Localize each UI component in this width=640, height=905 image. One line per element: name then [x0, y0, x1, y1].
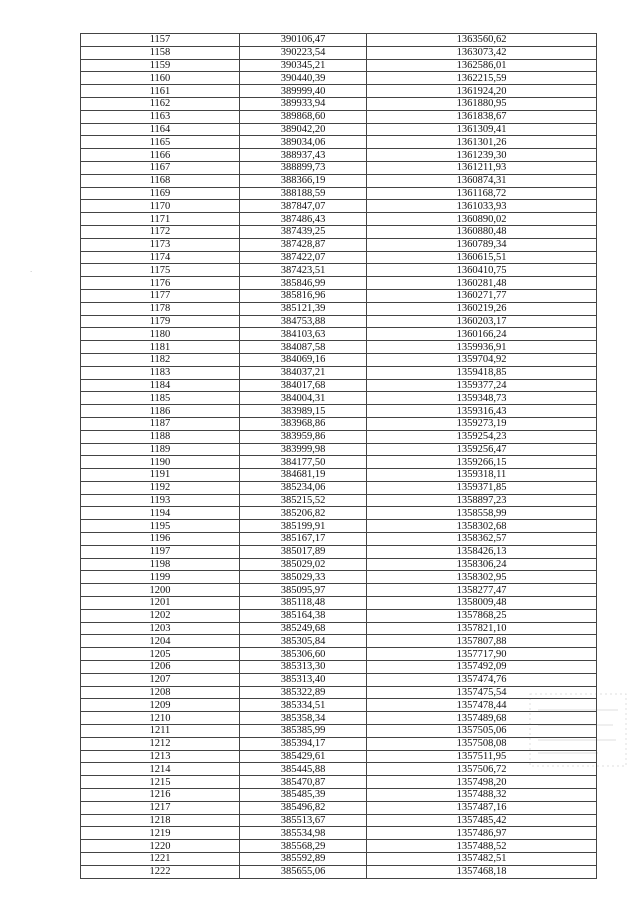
y-coordinate-cell: 1361838,67 [367, 110, 597, 123]
y-coordinate-cell: 1360271,77 [367, 289, 597, 302]
table-row [81, 97, 597, 110]
y-coordinate-cell: 1362586,01 [367, 59, 597, 72]
x-coordinate-cell: 387423,51 [240, 264, 367, 277]
point-number-cell: 1170 [81, 200, 240, 213]
y-coordinate-cell: 1357474,76 [367, 673, 597, 686]
x-coordinate-cell: 385568,29 [240, 840, 367, 853]
point-number-cell: 1190 [81, 456, 240, 469]
x-coordinate-cell: 383999,98 [240, 443, 367, 456]
point-number-cell: 1168 [81, 174, 240, 187]
x-coordinate-cell: 385358,34 [240, 712, 367, 725]
table-row [81, 456, 597, 469]
point-number-cell: 1184 [81, 379, 240, 392]
y-coordinate-cell: 1357492,09 [367, 661, 597, 674]
y-coordinate-cell: 1357485,42 [367, 814, 597, 827]
x-coordinate-cell: 384037,21 [240, 366, 367, 379]
y-coordinate-cell: 1359266,15 [367, 456, 597, 469]
table-row [81, 737, 597, 750]
x-coordinate-cell: 389999,40 [240, 85, 367, 98]
table-row [81, 405, 597, 418]
y-coordinate-cell: 1359318,11 [367, 469, 597, 482]
y-coordinate-cell: 1362215,59 [367, 72, 597, 85]
table-row [81, 853, 597, 866]
table-row [81, 725, 597, 738]
table-row [81, 469, 597, 482]
y-coordinate-cell: 1357506,72 [367, 763, 597, 776]
table-row [81, 149, 597, 162]
y-coordinate-cell: 1358558,99 [367, 507, 597, 520]
y-coordinate-cell: 1357482,51 [367, 853, 597, 866]
table-row [81, 750, 597, 763]
point-number-cell: 1216 [81, 789, 240, 802]
point-number-cell: 1215 [81, 776, 240, 789]
point-number-cell: 1163 [81, 110, 240, 123]
point-number-cell: 1185 [81, 392, 240, 405]
y-coordinate-cell: 1357717,90 [367, 648, 597, 661]
x-coordinate-cell: 385215,52 [240, 494, 367, 507]
point-number-cell: 1177 [81, 289, 240, 302]
x-coordinate-cell: 390223,54 [240, 46, 367, 59]
table-row [81, 686, 597, 699]
table-row [81, 520, 597, 533]
point-number-cell: 1210 [81, 712, 240, 725]
x-coordinate-cell: 383968,86 [240, 417, 367, 430]
y-coordinate-cell: 1361168,72 [367, 187, 597, 200]
x-coordinate-cell: 385206,82 [240, 507, 367, 520]
point-number-cell: 1187 [81, 417, 240, 430]
point-number-cell: 1186 [81, 405, 240, 418]
y-coordinate-cell: 1357489,68 [367, 712, 597, 725]
x-coordinate-cell: 384681,19 [240, 469, 367, 482]
table-row [81, 648, 597, 661]
x-coordinate-cell: 387486,43 [240, 213, 367, 226]
y-coordinate-cell: 1357511,95 [367, 750, 597, 763]
x-coordinate-cell: 388899,73 [240, 161, 367, 174]
coordinates-table [80, 33, 597, 879]
x-coordinate-cell: 385306,60 [240, 648, 367, 661]
y-coordinate-cell: 1360874,31 [367, 174, 597, 187]
point-number-cell: 1207 [81, 673, 240, 686]
x-coordinate-cell: 385095,97 [240, 584, 367, 597]
y-coordinate-cell: 1361309,41 [367, 123, 597, 136]
faint-stamp-mark [528, 690, 628, 770]
x-coordinate-cell: 385322,89 [240, 686, 367, 699]
point-number-cell: 1181 [81, 341, 240, 354]
table-row [81, 59, 597, 72]
x-coordinate-cell: 390106,47 [240, 34, 367, 47]
x-coordinate-cell: 385816,96 [240, 289, 367, 302]
x-coordinate-cell: 385029,02 [240, 558, 367, 571]
x-coordinate-cell: 390440,39 [240, 72, 367, 85]
table-row [81, 661, 597, 674]
point-number-cell: 1157 [81, 34, 240, 47]
x-coordinate-cell: 385121,39 [240, 302, 367, 315]
x-coordinate-cell: 385234,06 [240, 481, 367, 494]
coordinates-table-body [81, 34, 597, 879]
point-number-cell: 1214 [81, 763, 240, 776]
point-number-cell: 1220 [81, 840, 240, 853]
table-row [81, 789, 597, 802]
point-number-cell: 1162 [81, 97, 240, 110]
x-coordinate-cell: 387422,07 [240, 251, 367, 264]
table-row [81, 277, 597, 290]
point-number-cell: 1195 [81, 520, 240, 533]
y-coordinate-cell: 1360166,24 [367, 328, 597, 341]
y-coordinate-cell: 1357468,18 [367, 865, 597, 878]
point-number-cell: 1209 [81, 699, 240, 712]
y-coordinate-cell: 1358302,68 [367, 520, 597, 533]
table-row [81, 302, 597, 315]
table-row [81, 238, 597, 251]
table-row [81, 635, 597, 648]
x-coordinate-cell: 384087,58 [240, 341, 367, 354]
y-coordinate-cell: 1360410,75 [367, 264, 597, 277]
table-row [81, 72, 597, 85]
table-row [81, 443, 597, 456]
table-row [81, 597, 597, 610]
point-number-cell: 1197 [81, 545, 240, 558]
table-row [81, 801, 597, 814]
point-number-cell: 1160 [81, 72, 240, 85]
y-coordinate-cell: 1359348,73 [367, 392, 597, 405]
y-coordinate-cell: 1361301,26 [367, 136, 597, 149]
point-number-cell: 1174 [81, 251, 240, 264]
x-coordinate-cell: 385305,84 [240, 635, 367, 648]
table-row [81, 712, 597, 725]
y-coordinate-cell: 1359936,91 [367, 341, 597, 354]
x-coordinate-cell: 385029,33 [240, 571, 367, 584]
table-row [81, 161, 597, 174]
x-coordinate-cell: 385199,91 [240, 520, 367, 533]
point-number-cell: 1164 [81, 123, 240, 136]
table-row [81, 200, 597, 213]
x-coordinate-cell: 385313,30 [240, 661, 367, 674]
point-number-cell: 1206 [81, 661, 240, 674]
x-coordinate-cell: 385385,99 [240, 725, 367, 738]
x-coordinate-cell: 385017,89 [240, 545, 367, 558]
x-coordinate-cell: 385534,98 [240, 827, 367, 840]
x-coordinate-cell: 388366,19 [240, 174, 367, 187]
table-row [81, 865, 597, 878]
table-row [81, 187, 597, 200]
y-coordinate-cell: 1361211,93 [367, 161, 597, 174]
y-coordinate-cell: 1358306,24 [367, 558, 597, 571]
table-row [81, 533, 597, 546]
point-number-cell: 1205 [81, 648, 240, 661]
point-number-cell: 1173 [81, 238, 240, 251]
y-coordinate-cell: 1357488,52 [367, 840, 597, 853]
point-number-cell: 1166 [81, 149, 240, 162]
y-coordinate-cell: 1357505,06 [367, 725, 597, 738]
point-number-cell: 1165 [81, 136, 240, 149]
table-row [81, 558, 597, 571]
table-row [81, 379, 597, 392]
x-coordinate-cell: 388937,43 [240, 149, 367, 162]
x-coordinate-cell: 385655,06 [240, 865, 367, 878]
y-coordinate-cell: 1360789,34 [367, 238, 597, 251]
y-coordinate-cell: 1357498,20 [367, 776, 597, 789]
point-number-cell: 1203 [81, 622, 240, 635]
y-coordinate-cell: 1360890,02 [367, 213, 597, 226]
point-number-cell: 1200 [81, 584, 240, 597]
x-coordinate-cell: 390345,21 [240, 59, 367, 72]
table-row [81, 840, 597, 853]
x-coordinate-cell: 387428,87 [240, 238, 367, 251]
point-number-cell: 1189 [81, 443, 240, 456]
table-row [81, 609, 597, 622]
point-number-cell: 1159 [81, 59, 240, 72]
y-coordinate-cell: 1359418,85 [367, 366, 597, 379]
x-coordinate-cell: 385167,17 [240, 533, 367, 546]
x-coordinate-cell: 389868,60 [240, 110, 367, 123]
x-coordinate-cell: 388188,59 [240, 187, 367, 200]
y-coordinate-cell: 1359273,19 [367, 417, 597, 430]
table-row [81, 264, 597, 277]
x-coordinate-cell: 384753,88 [240, 315, 367, 328]
y-coordinate-cell: 1358302,95 [367, 571, 597, 584]
y-coordinate-cell: 1361239,30 [367, 149, 597, 162]
x-coordinate-cell: 383959,86 [240, 430, 367, 443]
y-coordinate-cell: 1357821,10 [367, 622, 597, 635]
point-number-cell: 1208 [81, 686, 240, 699]
table-row [81, 699, 597, 712]
point-number-cell: 1178 [81, 302, 240, 315]
y-coordinate-cell: 1359316,43 [367, 405, 597, 418]
point-number-cell: 1180 [81, 328, 240, 341]
x-coordinate-cell: 384177,50 [240, 456, 367, 469]
table-row [81, 481, 597, 494]
x-coordinate-cell: 385846,99 [240, 277, 367, 290]
y-coordinate-cell: 1360219,26 [367, 302, 597, 315]
point-number-cell: 1183 [81, 366, 240, 379]
x-coordinate-cell: 385485,39 [240, 789, 367, 802]
table-row [81, 545, 597, 558]
table-row [81, 213, 597, 226]
point-number-cell: 1194 [81, 507, 240, 520]
point-number-cell: 1221 [81, 853, 240, 866]
point-number-cell: 1222 [81, 865, 240, 878]
point-number-cell: 1211 [81, 725, 240, 738]
point-number-cell: 1172 [81, 225, 240, 238]
y-coordinate-cell: 1358009,48 [367, 597, 597, 610]
point-number-cell: 1158 [81, 46, 240, 59]
y-coordinate-cell: 1359704,92 [367, 353, 597, 366]
x-coordinate-cell: 387847,07 [240, 200, 367, 213]
x-coordinate-cell: 385470,87 [240, 776, 367, 789]
table-row [81, 571, 597, 584]
table-row [81, 289, 597, 302]
point-number-cell: 1192 [81, 481, 240, 494]
y-coordinate-cell: 1359254,23 [367, 430, 597, 443]
table-row [81, 315, 597, 328]
table-row [81, 225, 597, 238]
point-number-cell: 1167 [81, 161, 240, 174]
point-number-cell: 1175 [81, 264, 240, 277]
point-number-cell: 1219 [81, 827, 240, 840]
table-row [81, 251, 597, 264]
y-coordinate-cell: 1360203,17 [367, 315, 597, 328]
x-coordinate-cell: 385118,48 [240, 597, 367, 610]
table-row [81, 776, 597, 789]
table-row [81, 827, 597, 840]
y-coordinate-cell: 1357486,97 [367, 827, 597, 840]
y-coordinate-cell: 1359256,47 [367, 443, 597, 456]
table-row [81, 328, 597, 341]
table-row [81, 353, 597, 366]
point-number-cell: 1161 [81, 85, 240, 98]
point-number-cell: 1213 [81, 750, 240, 763]
table-row [81, 417, 597, 430]
table-row [81, 494, 597, 507]
x-coordinate-cell: 385164,38 [240, 609, 367, 622]
point-number-cell: 1204 [81, 635, 240, 648]
point-number-cell: 1202 [81, 609, 240, 622]
y-coordinate-cell: 1361033,93 [367, 200, 597, 213]
y-coordinate-cell: 1359371,85 [367, 481, 597, 494]
point-number-cell: 1171 [81, 213, 240, 226]
x-coordinate-cell: 383989,15 [240, 405, 367, 418]
table-row [81, 507, 597, 520]
x-coordinate-cell: 385496,82 [240, 801, 367, 814]
point-number-cell: 1191 [81, 469, 240, 482]
y-coordinate-cell: 1357868,25 [367, 609, 597, 622]
x-coordinate-cell: 385429,61 [240, 750, 367, 763]
table-row [81, 430, 597, 443]
y-coordinate-cell: 1357475,54 [367, 686, 597, 699]
y-coordinate-cell: 1357488,32 [367, 789, 597, 802]
point-number-cell: 1212 [81, 737, 240, 750]
point-number-cell: 1193 [81, 494, 240, 507]
x-coordinate-cell: 384004,31 [240, 392, 367, 405]
point-number-cell: 1217 [81, 801, 240, 814]
table-row [81, 85, 597, 98]
y-coordinate-cell: 1361880,95 [367, 97, 597, 110]
x-coordinate-cell: 387439,25 [240, 225, 367, 238]
table-row [81, 123, 597, 136]
table-row [81, 34, 597, 47]
table-row [81, 46, 597, 59]
table-row [81, 174, 597, 187]
y-coordinate-cell: 1357487,16 [367, 801, 597, 814]
point-number-cell: 1188 [81, 430, 240, 443]
point-number-cell: 1199 [81, 571, 240, 584]
table-row [81, 814, 597, 827]
x-coordinate-cell: 385592,89 [240, 853, 367, 866]
table-row [81, 673, 597, 686]
y-coordinate-cell: 1360615,51 [367, 251, 597, 264]
y-coordinate-cell: 1363073,42 [367, 46, 597, 59]
y-coordinate-cell: 1358426,13 [367, 545, 597, 558]
table-row [81, 341, 597, 354]
y-coordinate-cell: 1357478,44 [367, 699, 597, 712]
y-coordinate-cell: 1357807,88 [367, 635, 597, 648]
table-row [81, 136, 597, 149]
y-coordinate-cell: 1360281,48 [367, 277, 597, 290]
y-coordinate-cell: 1357508,08 [367, 737, 597, 750]
y-coordinate-cell: 1360880,48 [367, 225, 597, 238]
x-coordinate-cell: 385394,17 [240, 737, 367, 750]
x-coordinate-cell: 385334,51 [240, 699, 367, 712]
table-row [81, 392, 597, 405]
point-number-cell: 1182 [81, 353, 240, 366]
x-coordinate-cell: 385445,88 [240, 763, 367, 776]
table-row [81, 584, 597, 597]
y-coordinate-cell: 1359377,24 [367, 379, 597, 392]
y-coordinate-cell: 1358277,47 [367, 584, 597, 597]
point-number-cell: 1198 [81, 558, 240, 571]
point-number-cell: 1218 [81, 814, 240, 827]
x-coordinate-cell: 384103,63 [240, 328, 367, 341]
table-row [81, 622, 597, 635]
y-coordinate-cell: 1361924,20 [367, 85, 597, 98]
x-coordinate-cell: 385313,40 [240, 673, 367, 686]
x-coordinate-cell: 385249,68 [240, 622, 367, 635]
point-number-cell: 1179 [81, 315, 240, 328]
x-coordinate-cell: 384017,68 [240, 379, 367, 392]
x-coordinate-cell: 389042,20 [240, 123, 367, 136]
point-number-cell: 1176 [81, 277, 240, 290]
point-number-cell: 1169 [81, 187, 240, 200]
table-row [81, 763, 597, 776]
point-number-cell: 1196 [81, 533, 240, 546]
margin-speck: · [30, 268, 33, 276]
x-coordinate-cell: 385513,67 [240, 814, 367, 827]
x-coordinate-cell: 384069,16 [240, 353, 367, 366]
x-coordinate-cell: 389933,94 [240, 97, 367, 110]
point-number-cell: 1201 [81, 597, 240, 610]
table-row [81, 110, 597, 123]
y-coordinate-cell: 1358362,57 [367, 533, 597, 546]
table-row [81, 366, 597, 379]
y-coordinate-cell: 1363560,62 [367, 34, 597, 47]
x-coordinate-cell: 389034,06 [240, 136, 367, 149]
y-coordinate-cell: 1358897,23 [367, 494, 597, 507]
